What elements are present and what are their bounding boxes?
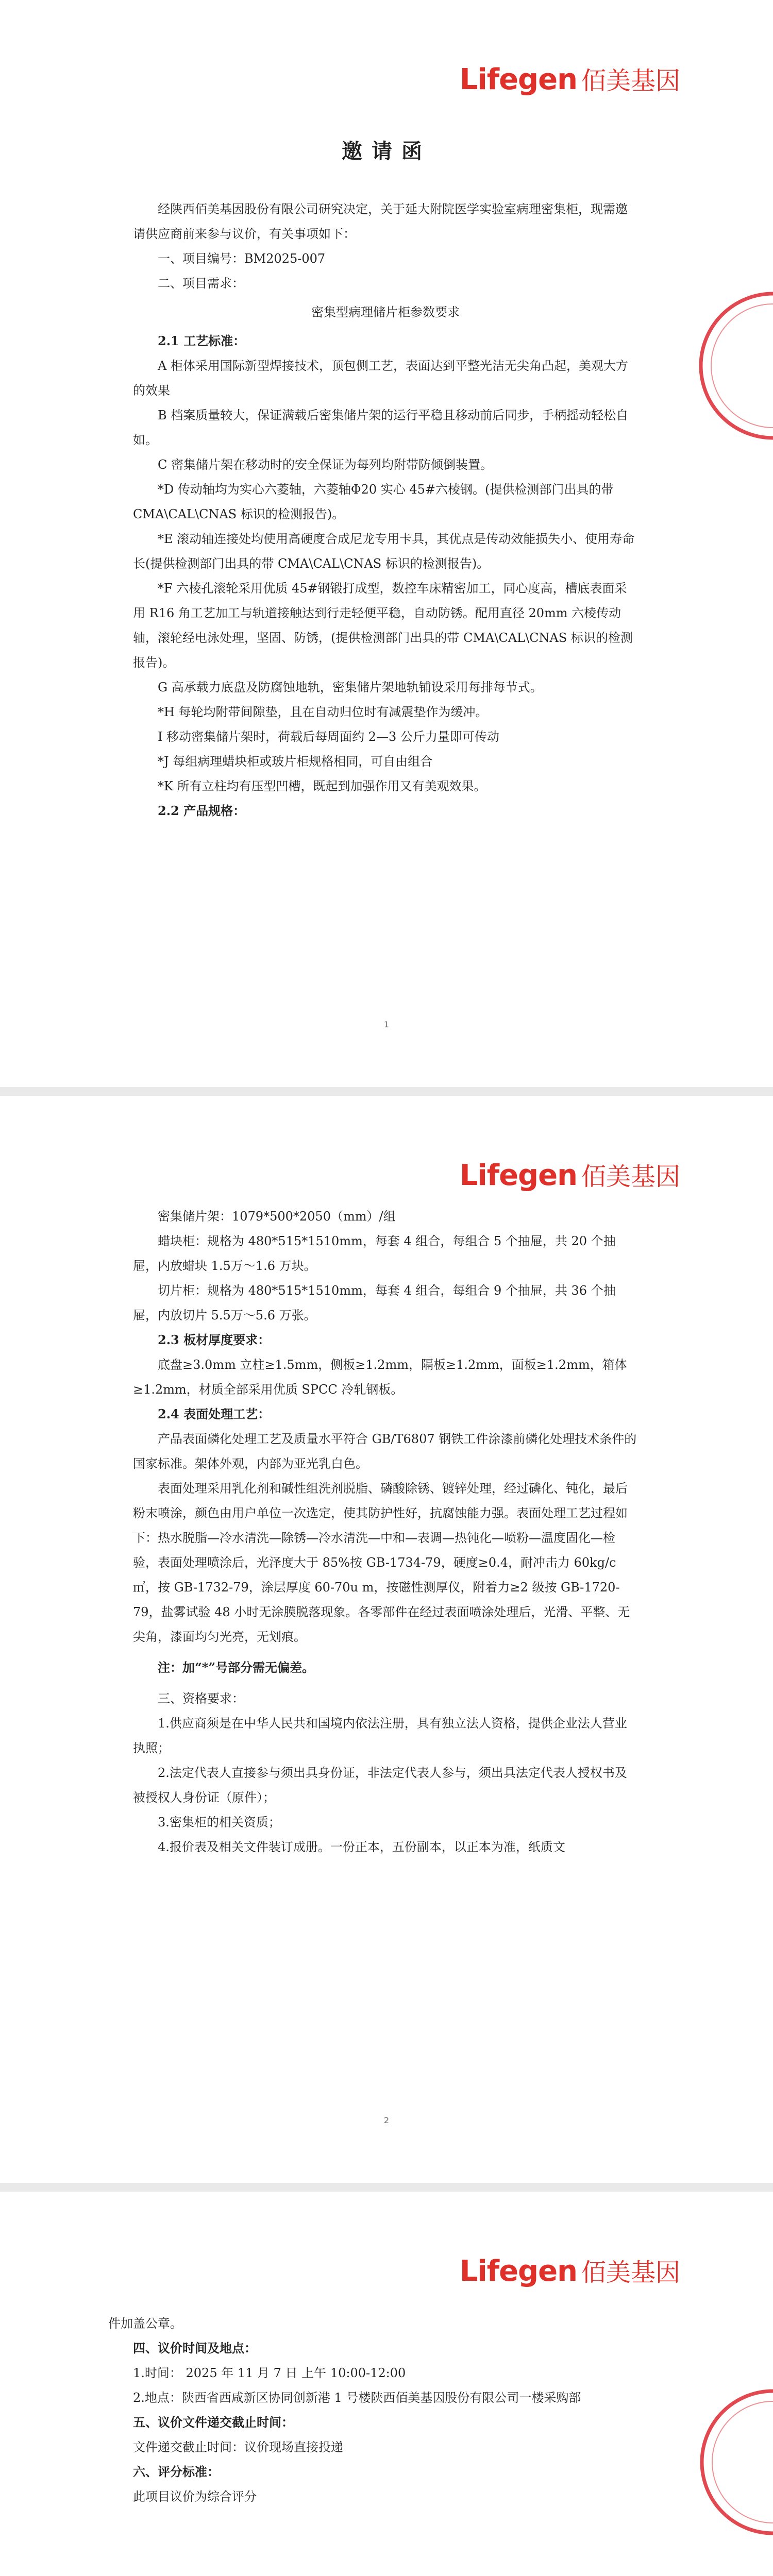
req-item-a: A 柜体采用国际新型焊接技术，顶包侧工艺，表面达到平整光洁无尖角凸起，美观大方的效果 — [133, 359, 628, 398]
page-number: 2 — [383, 2115, 390, 2125]
logo-text-en: Lifegen — [459, 2255, 577, 2288]
page-1-body — [133, 197, 638, 823]
section-time-place: 四、议价时间及地点： — [133, 2341, 257, 2355]
spec-wax-cabinet: 蜡块柜：规格为 480*515*1510mm，每套 4 组合，每组合 5 个抽屉，共 20 个抽屉，内放蜡块 1.5万～1.6 万块。 — [133, 1234, 616, 1273]
official-seal-edge — [685, 289, 773, 443]
company-logo — [460, 2252, 680, 2288]
company-logo — [460, 61, 680, 96]
section-2-2: 2.2 产品规格： — [158, 803, 246, 818]
page-2-body — [133, 1204, 638, 1859]
page-1 — [0, 0, 773, 1087]
scoring-method: 此项目议价为综合评分 — [133, 2489, 257, 2504]
req-item-b: B 档案质量较大，保证满载后密集储片架的运行平稳且移动前后同步，手柄摇动轻松自如。 — [133, 408, 629, 447]
req-item-j: *J 每组病理蜡块柜或玻片柜规格相同，可自由组合 — [158, 754, 433, 769]
continued-text: 件加盖公章。 — [108, 2316, 182, 2331]
bid-place: 2.地点：陕西省西咸新区协同创新港 1 号楼陕西佰美基因股份有限公司一楼采购部 — [133, 2391, 581, 2405]
section-deadline: 五、议价文件递交截止时间： — [133, 2415, 294, 2430]
req-item-c: C 密集储片架在移动时的安全保证为每列均附带防倾倒装置。 — [158, 457, 493, 472]
logo-text-cn: 佰美基因 — [581, 66, 680, 95]
section-scoring: 六、评分标准： — [133, 2464, 220, 2479]
qualification-4: 4.报价表及相关文件装订成册。一份正本，五份副本，以正本为准，纸质文 — [158, 1840, 565, 1854]
section-project-number: 一、项目编号：BM2025-007 — [158, 251, 326, 266]
logo-text-en: Lifegen — [459, 1159, 577, 1192]
page-number: 1 — [383, 1020, 390, 1029]
req-item-e: *E 滚动轴连接处均使用高硬度合成尼龙专用卡具，其优点是传动效能损失小、使用寿命长(提供检测部门出具的带 CMA\CAL\CNAS 标识的检测报告)。 — [133, 532, 635, 571]
logo-text-en: Lifegen — [459, 63, 577, 96]
company-logo — [460, 1157, 680, 1192]
logo-text-cn: 佰美基因 — [581, 2258, 680, 2287]
qualification-1: 1.供应商须是在中华人民共和国境内依法注册，具有独立法人资格，提供企业法人营业执照； — [133, 1716, 627, 1755]
requirements-title: 密集型病理储片柜参数要求 — [311, 305, 460, 319]
section-qualifications: 三、资格要求： — [158, 1691, 244, 1706]
spec-rack: 密集储片架：1079*500*2050（mm）/组 — [158, 1209, 396, 1224]
document-title: 邀请函 — [342, 139, 431, 163]
qualification-2: 2.法定代表人直接参与须出具身份证，非法定代表人参与，须出具法定代表人授权书及被授权人身份证（原件）； — [133, 1766, 627, 1805]
req-item-h: *H 每轮均附带间隙垫，且在自动归位时有减震垫作为缓冲。 — [158, 705, 488, 719]
section-2-3: 2.3 板材厚度要求： — [158, 1332, 271, 1347]
official-seal-edge — [685, 2387, 773, 2537]
section-project-requirements: 二、项目需求： — [158, 276, 244, 291]
section-2-1: 2.1 工艺标准： — [158, 333, 246, 348]
surface-paragraph-2: 表面处理采用乳化剂和碱性组洗剂脱脂、磷酸除锈、镀锌处理，经过磷化、钝化，最后粉末喷涂，颜色由用户单位一次选定，使其防护性好，抗腐蚀能力强。表面处理工艺过程如下：热水脱脂—冷水清洗—除锈—冷水清洗—中和—表调—热钝化—喷粉—温度固化—检验，表面处理喷涂后，光泽度大于 85%按 GB-1734-79，硬度≥0.4，耐冲击力 60kg/c㎡，按 GB-1732-79，涂层厚度 60-70u m，按磁性测厚仪，附着力≥2 级按 GB-1720-79，盐雾试验 48 小时无涂膜脱落现象。各零部件在经过表面喷涂处理后，光滑、平整、无尖角，漆面均匀光亮，无划痕。 — [133, 1481, 630, 1644]
intro-paragraph: 经陕西佰美基因股份有限公司研究决定，关于延大附院医学实验室病理密集柜，现需邀请供应商前来参与议价，有关事项如下： — [133, 202, 628, 241]
qualification-3: 3.密集柜的相关资质； — [158, 1815, 281, 1829]
logo-text-cn: 佰美基因 — [581, 1162, 680, 1191]
plate-thickness: 底盘≥3.0mm 立柱≥1.5mm，侧板≥1.2mm，隔板≥1.2mm，面板≥1.2mm，箱体≥1.2mm，材质全部采用优质 SPCC 冷轧钢板。 — [133, 1358, 627, 1397]
spec-slide-cabinet: 切片柜：规格为 480*515*1510mm，每套 4 组合，每组合 9 个抽屉，共 36 个抽屉，内放切片 5.5万～5.6 万张。 — [133, 1283, 616, 1323]
asterisk-note: 注：加“*”号部分需无偏差。 — [158, 1660, 315, 1675]
req-item-i: I 移动密集储片架时，荷载后每周面约 2—3 公斤力量即可传动 — [158, 730, 499, 744]
page-3 — [0, 2192, 773, 2576]
page-2 — [0, 1096, 773, 2183]
section-2-4: 2.4 表面处理工艺： — [158, 1406, 271, 1421]
req-item-f: *F 六棱孔滚轮采用优质 45#钢锻打成型，数控车床精密加工，同心度高，槽底表面采用 R16 角工艺加工与轨道接触达到行走轻便平稳，自动防锈。配用直径 20mm 六棱传动轴，滚轮经电泳处理，坚固、防锈，(提供检测部门出具的带 CMA\CAL\CNAS 标识的检测报告)。 — [133, 581, 633, 670]
req-item-k: *K 所有立柱均有压型凹槽，既起到加强作用又有美观效果。 — [158, 779, 486, 793]
bid-time: 1.时间： 2025 年 11 月 7 日 上午 10:00-12:00 — [133, 2366, 406, 2380]
req-item-g: G 高承载力底盘及防腐蚀地轨，密集储片架地轨铺设采用每排每节式。 — [158, 680, 543, 694]
deadline-text: 文件递交截止时间：议价现场直接投递 — [133, 2440, 343, 2454]
page-3-body — [108, 2311, 639, 2509]
surface-paragraph-1: 产品表面磷化处理工艺及质量水平符合 GB/T6807 钢铁工件涂漆前磷化处理技术条件的国家标准。架体外观，内部为亚光乳白色。 — [133, 1432, 637, 1471]
req-item-d: *D 传动轴均为实心六菱轴，六菱轴Φ20 实心 45#六棱钢。(提供检测部门出具的带 CMA\CAL\CNAS 标识的检测报告)。 — [133, 482, 614, 521]
